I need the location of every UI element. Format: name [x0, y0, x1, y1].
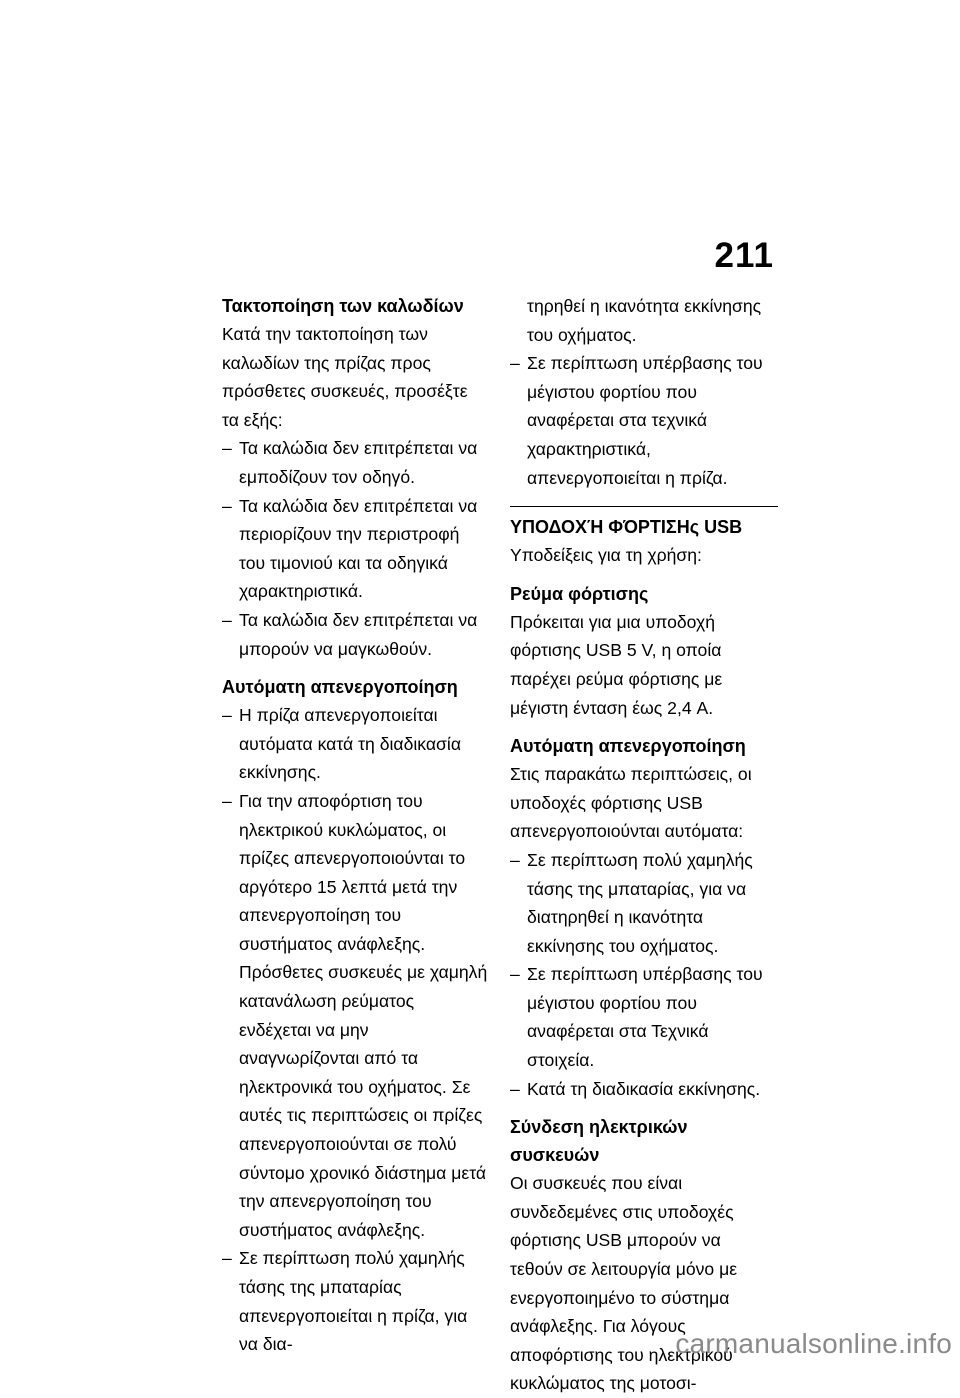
list-item: – Σε περίπτωση πολύ χαμηλής τάσης της μπαταρίας, για να διατηρηθεί η ικανότητα εκκίνησης του οχήματος.: [510, 846, 776, 960]
list-item: – Κατά τη διαδικασία εκκίνησης.: [510, 1075, 776, 1104]
auto-off-list: [222, 701, 488, 1359]
usb-auto-off-intro: Στις παρακάτω περιπτώσεις, οι υποδοχές φόρτισης USB απενεργοποιούνται αυτόματα:: [510, 764, 752, 842]
page-number: 211: [714, 236, 774, 275]
cable-routing-list: [222, 434, 488, 663]
auto-off-list-continued: [510, 349, 776, 492]
auto-off-section-socket: [222, 673, 488, 1359]
list-item: – Για την αποφόρτιση του ηλεκτρικού κυκλώματος, οι πρίζες απενεργοποιούνται το αργότερο 15 λεπτά μετά την απενεργοποίηση του συστήματος ανάφλεξης. Πρόσθετες συσκευές με χαμηλή κατανάλωση ρεύματος ενδέχεται να μην αναγνωρίζονται από τα ηλεκτρονικά του οχήματος. Σε αυτές τις περιπτώσεις οι πρίζες απενεργοποιούνται σε πολύ σύντομο χρονικό διάστημα μετά την απενεργοποίηση του συστήματος ανάφλεξης.: [222, 787, 488, 1245]
watermark: carmanualsonline.info: [675, 1328, 952, 1359]
list-item: – Η πρίζα απενεργοποιείται αυτόματα κατά τη διαδικασία εκκίνησης.: [222, 701, 488, 787]
charging-current-heading: Ρεύμα φόρτισης: [510, 583, 649, 604]
list-item: – Σε περίπτωση υπέρβασης του μέγιστου φορτίου που αναφέρεται στα Τεχνικά στοιχεία.: [510, 960, 776, 1074]
usb-auto-off-heading: Αυτόματη απενεργοποίηση: [510, 736, 746, 757]
usb-auto-off-list: [510, 846, 776, 1103]
list-item: – Σε περίπτωση υπέρβασης του μέγιστου φορτίου που αναφέρεται στα τεχνικά χαρακτηριστικά, απενεργοποιείται η πρίζα.: [510, 349, 776, 492]
auto-off-heading: Αυτόματη απενεργοποίηση: [222, 677, 458, 698]
continued-text: τηρηθεί η ικανότητα εκκίνησης του οχήματος.: [527, 296, 762, 345]
right-column: [510, 292, 776, 1398]
cable-routing-intro: Κατά την τακτοποίηση των καλωδίων της πρίζας προς πρόσθετες συσκευές, προσέξτε τα εξής:: [222, 324, 468, 430]
list-item: – Σε περίπτωση πολύ χαμηλής τάσης της μπαταρίας απενεργοποιείται η πρίζα, για να δια-: [222, 1244, 488, 1358]
connecting-devices-heading: Σύνδεση ηλεκτρικών συσκευών: [510, 1117, 688, 1166]
auto-off-section-usb: [510, 732, 776, 1103]
charging-current-section: [510, 580, 776, 722]
charging-current-text: Πρόκειται για μια υποδοχή φόρτισης USB 5 V, η οποία παρέχει ρεύμα φόρτισης με μέγιστη ένταση έως 2,4 A.: [510, 611, 723, 718]
list-item: – Τα καλώδια δεν επιτρέπεται να εμποδίζουν τον οδηγό.: [222, 434, 488, 491]
list-item: – Τα καλώδια δεν επιτρέπεται να περιορίζουν την περιστροφή του τιμονιού και τα οδηγικά χαρακτηριστικά.: [222, 492, 488, 606]
cable-routing-section: [222, 292, 488, 663]
chapter-divider: [510, 506, 778, 507]
chapter-title: ΥΠΟΔΟΧΉ ΦΌΡΤΙΣΗς USB: [510, 517, 743, 538]
left-column: [222, 292, 488, 1359]
list-item: – Τα καλώδια δεν επιτρέπεται να μπορούν να μαγκωθούν.: [222, 606, 488, 663]
cable-routing-heading: Τακτοποίηση των καλωδίων: [222, 296, 464, 316]
connecting-devices-text: Οι συσκευές που είναι συνδεδεμένες στις υποδοχές φόρτισης USB μπορούν να τεθούν σε λειτουργία μόνο με ενεργοποιημένο το σύστημα ανάφλεξης. Για λόγους αποφόρτισης του ηλεκτρικού κυκλώματος της μοτοσι-: [510, 1173, 738, 1394]
chapter-intro: Υποδείξεις για τη χρήση:: [510, 545, 702, 566]
